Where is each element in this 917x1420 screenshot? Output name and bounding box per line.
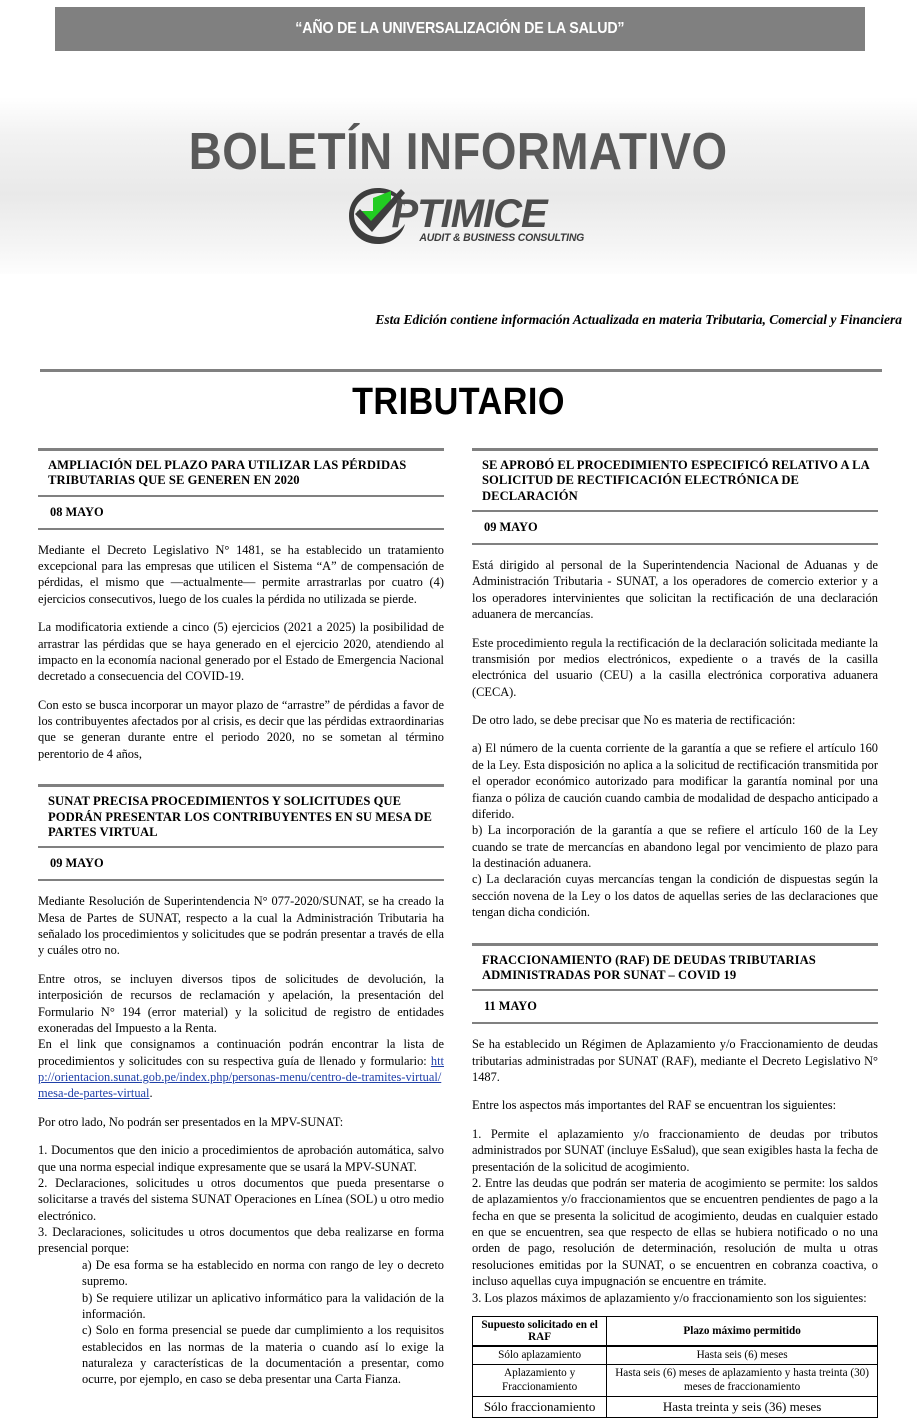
paragraph: Este procedimiento regula la rectificación de la declaración solicitada mediante la transmisión por medios electrónicos, expediente o a través de la casilla electrónica del usuario (CEU) a la casilla electrónica corporativa aduanera (CECA).: [472, 635, 878, 699]
table-header-row: [473, 1316, 878, 1346]
paragraph: Mediante Resolución de Superintendencia N° 077-2020/SUNAT, se ha creado la Mesa de Partes de SUNAT, respecto a la cual la Administración Tributaria ha señalado los procedimientos y solicitudes que se podrán presentar a través de ella y cuáles otro no.: [38, 894, 444, 958]
article-date: 11 MAYO: [484, 999, 537, 1014]
table-cell-supuesto: Sólo aplazamiento: [473, 1346, 607, 1365]
year-slogan-banner: [55, 7, 865, 51]
article-rectificacion-electronica: [472, 448, 878, 921]
list-item: a) El número de la cuenta corriente de la garantía a que se refiere el artículo 160 de la Ley. Esta disposición no aplica a la solicitud de rectificación transmitida por el operador económico autorizado para modificar la garantía nominal por una fianza o póliza de caución cuando cambia de modalidad de despacho anticipado a diferido.: [472, 741, 878, 821]
sub-list-item: b) Se requiere utilizar un aplicativo informático para la validación de la información.: [82, 1290, 444, 1321]
article-body: [38, 881, 444, 1388]
table-header-cell: Plazo máximo permitido: [607, 1316, 878, 1346]
raf-plazos-table: [472, 1316, 878, 1418]
edition-tagline: Esta Edición contiene información Actualizada en materia Tributaria, Comercial y Financiera: [375, 312, 902, 327]
paragraph: Entre otros, se incluyen diversos tipos de solicitudes de devolución, la interposición de recursos de reclamación y apelación, la presentación del Formulario N° 194 (error material) y la solicitud de registro de entidades exoneradas del Impuesto a la Renta.: [38, 971, 444, 1035]
article-date: 09 MAYO: [484, 520, 538, 535]
list-item: 1. Permite el aplazamiento y/o fraccionamiento de deudas por tributos administrados por SUNAT (incluye EsSalud), que sean exigibles hasta la fecha de presentación de la solicitud de acogimiento.: [472, 1126, 878, 1174]
table-cell-supuesto: Aplazamiento y Fraccionamiento: [473, 1365, 607, 1397]
logo-wordmark: PTIMICE: [391, 191, 547, 236]
article-body: [472, 1024, 878, 1418]
right-column: [472, 448, 878, 1418]
article-ampliacion-plazo-perdidas: [38, 448, 444, 762]
list-item: 1. Documentos que den inicio a procedimientos de aprobación automática, salvo que una norma especial indique expresamente que se usará la MPV-SUNAT.: [38, 1143, 444, 1174]
table-row: [473, 1346, 878, 1365]
masthead: [0, 97, 917, 274]
table-header-cell: Supuesto solicitado en el RAF: [473, 1316, 607, 1346]
optimice-logo: [339, 186, 584, 248]
page-title: BOLETÍN INFORMATIVO: [189, 123, 728, 181]
section-title: TRIBUTARIO: [352, 381, 565, 423]
link-tail-text: .: [149, 1086, 153, 1101]
paragraph: Entre los aspectos más importantes del RAF se encuentran los siguientes:: [472, 1098, 837, 1113]
paragraph: La modificatoria extiende a cinco (5) ejercicios (2021 a 2025) la posibilidad de arrastrar las pérdidas que se haya generado en el ejercicio 2020, atendiendo al impacto en la economía nacional generado por el Estado de Emergencia Nacional decretado a consecuencia del COVID-19.: [38, 620, 444, 684]
paragraph: De otro lado, se debe precisar que No es materia de rectificación:: [472, 713, 796, 728]
sub-list-item: c) Solo en forma presencial se puede dar cumplimiento a los requisitos establecidos en las normas de la materia o cuando así lo exige la naturaleza y características de la documentación a presentar, como ocurre, por ejemplo, en caso se deba presentar una Carta Fianza.: [82, 1323, 444, 1387]
list-item: 2. Entre las deudas que podrán ser materia de acogimiento se permite: los saldos de aplazamientos y/o fraccionamientos que se encuentren pendientes de pago a la fecha en que se presenta la solicitud de acogimiento, deudas en cualquier estado en que se encuentren, sea que respecto de ellas se hubiera notificado o no una orden de pago, resolución de determinación, resolución de multa u otras resoluciones emitidas por la SUNAT, o se encuentren en cobranza coactiva, o incluso aquellas cuya impugnación se encuentre en trámite.: [472, 1175, 878, 1289]
article-date: 08 MAYO: [50, 504, 104, 519]
list-item: 2. Declaraciones, solicitudes u otros documentos que pueda presentarse o solicitarse a través del sistema SUNAT Operaciones en Línea (SOL) u otro medio electrónico.: [38, 1175, 444, 1223]
article-date: 09 MAYO: [50, 856, 104, 871]
article-body: [38, 530, 444, 763]
article-sunat-mesa-partes-virtual: [38, 784, 444, 1388]
table-row: [473, 1365, 878, 1397]
paragraph: Se ha establecido un Régimen de Aplazamiento y/o Fraccionamiento de deudas tributarias administradas por SUNAT (RAF), mediante el Decreto Legislativo N° 1487.: [472, 1037, 878, 1085]
left-column: [38, 448, 444, 1418]
paragraph: Está dirigido al personal de la Superintendencia Nacional de Aduanas y de Administración Tributaria - SUNAT, a los operadores de comercio exterior y a los operadores intervinientes que solicitan la rectificación de una declaración aduanera de mercancías.: [472, 558, 878, 622]
article-title: AMPLIACIÓN DEL PLAZO PARA UTILIZAR LAS PÉRDIDAS TRIBUTARIAS QUE SE GENEREN EN 2020: [48, 458, 407, 488]
table-cell-plazo: Hasta treinta y seis (36) meses: [607, 1397, 878, 1418]
paragraph: Mediante el Decreto Legislativo N° 1481, se ha establecido un tratamiento excepcional para las empresas que utilicen el Sistema “A” de compensación de pérdidas, el mismo que —actualmente— permite arrastrarlas por cuatro (4) ejercicios consecutivos, luego de los cuales la pérdida no utilizada se pierde.: [38, 542, 444, 606]
paragraph-with-link: [38, 1036, 444, 1102]
link-lead-text: En el link que consignamos a continuación podrán encontrar la lista de procedimientos y solicitudes con su respectiva guía de llenado y formulario:: [38, 1037, 444, 1068]
table-cell-supuesto: Sólo fraccionamiento: [473, 1397, 607, 1418]
list-item: 3. Declaraciones, solicitudes u otros documentos que deba realizarse en forma presencial porque:: [38, 1225, 444, 1256]
list-item: b) La incorporación de la garantía a que se refiere el artículo 160 de la Ley cuando se trate de mercancías en abandono legal por vencimiento de plazo para la destinación aduanera.: [472, 823, 878, 871]
article-body: [472, 545, 878, 921]
table-row: [473, 1397, 878, 1418]
article-title: SUNAT PRECISA PROCEDIMIENTOS Y SOLICITUDES QUE PODRÁN PRESENTAR LOS CONTRIBUYENTES EN SU MESA DE PARTES VIRTUAL: [48, 794, 432, 839]
spacer: [472, 921, 878, 943]
mesa-de-partes-link[interactable]: http://orientacion.sunat.gob.pe/index.php/personas-menu/centro-de-tramites-virtual/mesa-de-partes-virtual: [38, 1053, 444, 1101]
spacer: [38, 774, 444, 784]
sub-list-item: a) De esa forma se ha establecido en norma con rango de ley o decreto supremo.: [82, 1257, 444, 1289]
article-title: FRACCIONAMIENTO (RAF) DE DEUDAS TRIBUTARIAS ADMINISTRADAS POR SUNAT – COVID 19: [482, 952, 816, 982]
logo-tagline: AUDIT & BUSINESS CONSULTING: [418, 231, 584, 244]
article-columns: [0, 448, 917, 1418]
section-divider: [40, 369, 882, 372]
list-item: 3. Los plazos máximos de aplazamiento y/o fraccionamiento son los siguientes:: [472, 1290, 867, 1305]
article-title: SE APROBÓ EL PROCEDIMIENTO ESPECIFICÓ RELATIVO A LA SOLICITUD DE RECTIFICACIÓN ELECTRÓNICA DE DECLARACIÓN: [482, 458, 870, 503]
article-fraccionamiento-raf: [472, 943, 878, 1418]
paragraph: Por otro lado, No podrán ser presentados en la MPV-SUNAT:: [38, 1114, 344, 1129]
table-cell-plazo: Hasta seis (6) meses de aplazamiento y hasta treinta (30) meses de fraccionamiento: [607, 1365, 878, 1397]
table-cell-plazo: Hasta seis (6) meses: [607, 1346, 878, 1365]
list-item: c) La declaración cuyas mercancías tengan la condición de dispuestas según la sección novena de la Ley o los datos de aquellas series de las declaraciones que tengan dicha condición.: [472, 872, 878, 920]
year-slogan-text: “AÑO DE LA UNIVERSALIZACIÓN DE LA SALUD”: [295, 20, 625, 37]
paragraph: Con esto se busca incorporar un mayor plazo de “arrastre” de pérdidas a favor de los contribuyentes afectados por al crisis, es decir que las pérdidas extraordinarias que se generan durante entre el periodo 2020, no se sometan al término perentorio de 4 años,: [38, 697, 444, 761]
